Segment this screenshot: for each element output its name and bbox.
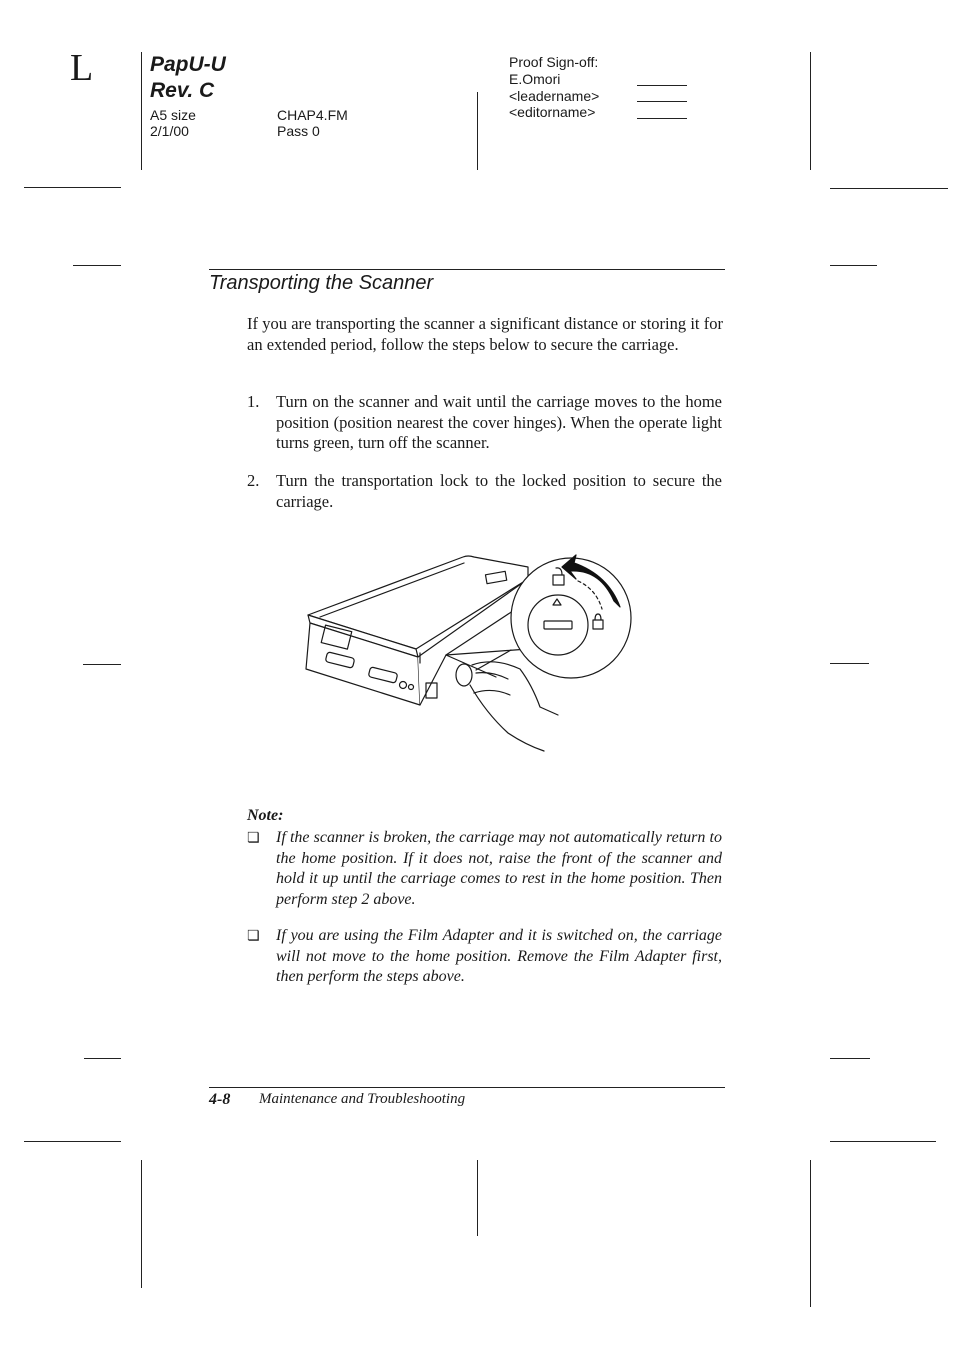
brand-title bbox=[150, 52, 226, 104]
crop-mark bbox=[73, 265, 121, 266]
scanner-body bbox=[306, 556, 528, 705]
crop-mark bbox=[24, 1141, 121, 1142]
crop-mark bbox=[141, 1160, 142, 1288]
crop-mark bbox=[810, 52, 811, 170]
crop-mark bbox=[810, 1160, 811, 1307]
step-number: 2. bbox=[247, 471, 260, 490]
footer-rule bbox=[209, 1087, 725, 1088]
signoff-line bbox=[637, 101, 687, 102]
note-bullet-icon: ❏ bbox=[247, 928, 260, 944]
note-title: Note: bbox=[247, 807, 284, 824]
crop-mark bbox=[477, 92, 478, 170]
page-number: 4-8 bbox=[209, 1091, 231, 1108]
crop-mark bbox=[830, 1058, 870, 1059]
pass: Pass 0 bbox=[277, 123, 320, 139]
scanner-transport-lock-illustration bbox=[296, 545, 641, 760]
crop-mark bbox=[84, 1058, 121, 1059]
intro-paragraph: If you are transporting the scanner a significant distance or storing it for an extended period, follow the steps below to secure the carriage. bbox=[247, 314, 723, 354]
brand-line-2: Rev. C bbox=[150, 79, 215, 102]
note-item: If you are using the Film Adapter and it is switched on, the carriage will not move to the home position. Remove the Film Adapter first, then perform the steps above. bbox=[276, 927, 722, 985]
chapter-title: Maintenance and Troubleshooting bbox=[259, 1091, 466, 1107]
paper-size: A5 size bbox=[150, 107, 196, 123]
section-rule bbox=[209, 269, 725, 270]
crop-mark bbox=[83, 664, 121, 665]
crop-mark bbox=[830, 265, 877, 266]
proof-name: <editorname> bbox=[509, 104, 596, 120]
file-name: CHAP4.FM bbox=[277, 107, 348, 123]
brand-line-1: PapU-U bbox=[150, 53, 226, 76]
proof-name: E.Omori bbox=[509, 71, 561, 87]
section-title: Transporting the Scanner bbox=[209, 272, 434, 294]
crop-mark bbox=[24, 187, 121, 188]
note-bullet-icon: ❏ bbox=[247, 830, 260, 846]
note-item: If the scanner is broken, the carriage may not automatically return to the home position. If it does not, raise the front of the scanner and hold it up until the carriage comes to rest in the home position. Then perform step 2 above. bbox=[276, 829, 722, 908]
proof-name: <leadername> bbox=[509, 88, 600, 104]
corner-mark: L bbox=[70, 47, 94, 89]
crop-mark bbox=[830, 188, 948, 189]
crop-mark bbox=[830, 1141, 936, 1142]
step-text: Turn on the scanner and wait until the carriage moves to the home position (position nearest the cover hinges). When the operate light turns green, turn off the scanner. bbox=[276, 392, 722, 452]
signoff-line bbox=[637, 85, 687, 86]
step-text: Turn the transportation lock to the locked position to secure the carriage. bbox=[276, 471, 722, 511]
step-number: 1. bbox=[247, 392, 260, 411]
date: 2/1/00 bbox=[150, 123, 189, 139]
proof-signoff-label: Proof Sign-off: bbox=[509, 54, 599, 70]
crop-mark bbox=[141, 52, 142, 170]
signoff-line bbox=[637, 118, 687, 119]
crop-mark bbox=[477, 1160, 478, 1236]
crop-mark bbox=[830, 663, 869, 664]
